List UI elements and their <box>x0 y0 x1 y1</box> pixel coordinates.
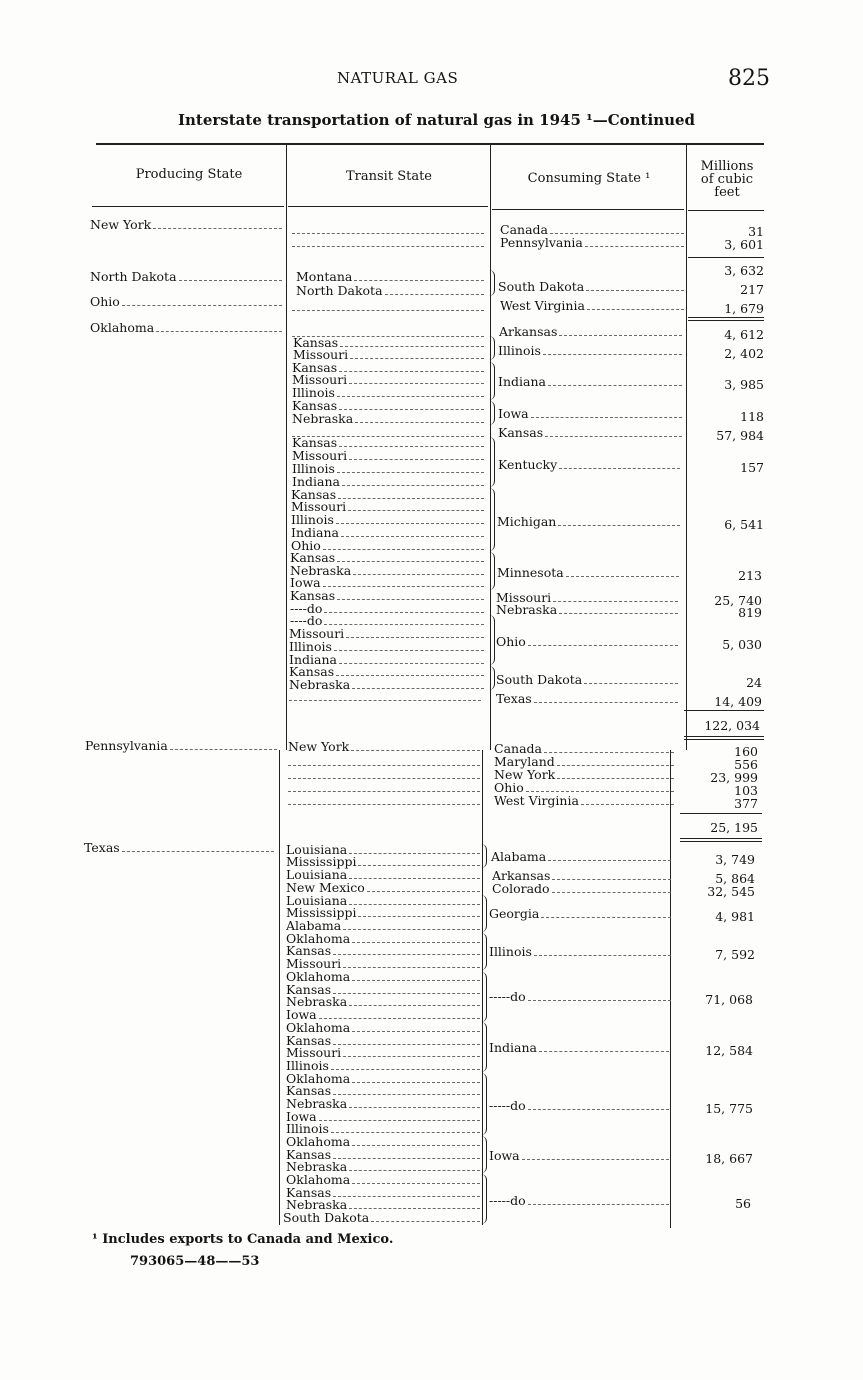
consuming-state: ----- do <box>489 990 671 1003</box>
table-caption: Interstate transportation of natural gas in 1945 ¹—Continued <box>178 111 696 129</box>
volume-value: 157 <box>740 460 764 475</box>
transit-state: Nebraska <box>289 678 484 691</box>
transit-state: Nebraska <box>286 1160 480 1173</box>
consuming-state: Indiana <box>498 375 682 388</box>
volume-value: 4, 981 <box>715 909 755 924</box>
transit-state: Kansas <box>286 944 480 957</box>
transit-state: Kansas <box>292 436 484 449</box>
consuming-state: Michigan <box>497 515 680 528</box>
transit-state: Iowa <box>286 1110 480 1123</box>
consuming-state: Arkansas <box>499 325 682 338</box>
transit-state: ---- do <box>290 614 484 627</box>
transit-state: Illinois <box>292 386 484 399</box>
consuming-state: Texas <box>496 692 678 705</box>
consuming-state: Georgia <box>489 907 671 920</box>
transit-state: Kansas <box>292 399 484 412</box>
consuming-state: Canada <box>500 223 684 236</box>
consuming-state: Kentucky <box>498 458 680 471</box>
page-number: 825 <box>728 66 770 91</box>
transit-state: Alabama <box>286 919 480 932</box>
volume-value: 24 <box>746 675 762 690</box>
transit-state: Missouri <box>291 500 484 513</box>
volume-value: 57, 984 <box>716 428 764 443</box>
volume-subtotal: 3, 632 <box>724 263 764 278</box>
running-head: NATURAL GAS <box>337 69 459 87</box>
transit-state: Iowa <box>290 576 484 589</box>
consuming-state: Arkansas <box>492 869 671 882</box>
volume-value: 25, 740 <box>714 593 762 608</box>
transit-state: Mississippi <box>286 855 480 868</box>
volume-subtotal: 25, 195 <box>710 820 758 835</box>
transit-state: New York <box>288 740 480 753</box>
producing-state: Texas <box>84 841 274 854</box>
footnote: ¹ Includes exports to Canada and Mexico. <box>92 1232 394 1247</box>
volume-value: 23, 999 <box>710 770 758 785</box>
transit-state: North Dakota <box>296 284 484 297</box>
consuming-state: Pennsylvania <box>500 236 684 249</box>
transit-state: South Dakota <box>283 1211 480 1224</box>
producing-state: Ohio <box>90 295 282 308</box>
transit-state: Missouri <box>289 627 484 640</box>
transit-state: Louisiana <box>286 868 480 881</box>
transit-state: Nebraska <box>286 995 480 1008</box>
consuming-state: South Dakota <box>496 673 678 686</box>
transit-state: Nebraska <box>286 1198 480 1211</box>
transit-state: Nebraska <box>290 564 484 577</box>
transit-state: Oklahoma <box>286 1135 480 1148</box>
volume-value: 14, 409 <box>714 694 762 709</box>
consuming-state: Iowa <box>489 1149 669 1162</box>
volume-value: 6, 541 <box>724 517 764 532</box>
transit-state: Kansas <box>286 1148 480 1161</box>
consuming-state: New York <box>494 768 674 781</box>
volume-value: 2, 402 <box>724 346 764 361</box>
volume-value: 3, 985 <box>724 377 764 392</box>
volume-value: 103 <box>734 783 758 798</box>
transit-state: Kansas <box>286 1186 480 1199</box>
producing-state: North Dakota <box>90 270 282 283</box>
consuming-state: Indiana <box>489 1041 669 1054</box>
transit-state: Oklahoma <box>286 1173 480 1186</box>
column-header-volume <box>688 160 766 199</box>
consuming-state: ----- do <box>489 1099 669 1112</box>
transit-state: New Mexico <box>286 881 480 894</box>
consuming-state: Missouri <box>496 591 678 604</box>
transit-state: Kansas <box>290 589 484 602</box>
consuming-state: West Virginia <box>494 794 674 807</box>
consuming-state: West Virginia <box>500 299 684 312</box>
volume-value: 118 <box>740 409 764 424</box>
transit-state: Louisiana <box>286 894 480 907</box>
transit-state: Kansas <box>286 983 480 996</box>
transit-state: Illinois <box>286 1059 480 1072</box>
transit-state: Kansas <box>286 1084 480 1097</box>
transit-state: Missouri <box>292 373 484 386</box>
volume-value: 5, 864 <box>715 871 755 886</box>
transit-state: Montana <box>296 270 484 283</box>
volume-value: 213 <box>738 568 762 583</box>
transit-state: Ohio <box>291 539 484 552</box>
consuming-state: Iowa <box>498 407 682 420</box>
column-header-consuming: Consuming State ¹ <box>527 171 651 186</box>
transit-state: Illinois <box>289 640 484 653</box>
volume-value: 12, 584 <box>705 1043 753 1058</box>
transit-state: Nebraska <box>292 412 484 425</box>
volume-header-line: Millions <box>700 159 754 174</box>
consuming-state: Minnesota <box>497 566 679 579</box>
consuming-state: Ohio <box>496 635 678 648</box>
volume-value: 819 <box>738 605 762 620</box>
consuming-state: Ohio <box>494 781 674 794</box>
transit-state: Indiana <box>292 475 484 488</box>
transit-state: Kansas <box>293 336 484 349</box>
transit-state: Missouri <box>293 348 484 361</box>
volume-value: 56 <box>735 1196 751 1211</box>
transit-state: Kansas <box>290 551 484 564</box>
transit-state: ---- do <box>290 602 484 615</box>
transit-state: Illinois <box>291 513 484 526</box>
volume-value: 1, 679 <box>724 301 764 316</box>
consuming-state: Colorado <box>492 882 671 895</box>
consuming-state: Illinois <box>498 344 682 357</box>
transit-state: Missouri <box>286 957 480 970</box>
transit-state: Kansas <box>291 488 484 501</box>
producing-state: New York <box>90 218 282 231</box>
transit-state: Oklahoma <box>286 1072 480 1085</box>
volume-value: 32, 545 <box>707 884 755 899</box>
volume-header-line: feet <box>714 185 740 200</box>
transit-state: Kansas <box>289 665 484 678</box>
transit-state: Nebraska <box>286 1097 480 1110</box>
consuming-state: Maryland <box>494 755 674 768</box>
volume-subtotal: 122, 034 <box>704 718 760 733</box>
transit-state: Oklahoma <box>286 970 480 983</box>
volume-value: 71, 068 <box>705 992 753 1007</box>
consuming-state: South Dakota <box>498 280 684 293</box>
transit-state: Mississippi <box>286 906 480 919</box>
volume-value: 15, 775 <box>705 1101 753 1116</box>
print-code: 793065—48——53 <box>130 1254 260 1269</box>
volume-value: 377 <box>734 796 758 811</box>
transit-state: Illinois <box>286 1122 480 1135</box>
volume-value: 4, 612 <box>724 327 764 342</box>
volume-value: 18, 667 <box>705 1151 753 1166</box>
volume-value: 160 <box>734 744 758 759</box>
consuming-state: Canada <box>494 742 674 755</box>
transit-state: Illinois <box>292 462 484 475</box>
consuming-state: Kansas <box>498 426 682 439</box>
volume-value: 217 <box>740 282 764 297</box>
volume-value: 5, 030 <box>722 637 762 652</box>
transit-state: Kansas <box>292 361 484 374</box>
consuming-state: Alabama <box>491 850 671 863</box>
volume-value: 3, 749 <box>715 852 755 867</box>
transit-state: Louisiana <box>286 843 480 856</box>
volume-value: 7, 592 <box>715 947 755 962</box>
transit-state: Oklahoma <box>286 1021 480 1034</box>
transit-state: Oklahoma <box>286 932 480 945</box>
transit-state: Missouri <box>292 449 484 462</box>
volume-header-line: of cubic <box>700 172 754 187</box>
volume-value: 3, 601 <box>724 237 764 252</box>
producing-state: Oklahoma <box>90 321 282 334</box>
consuming-state: ----- do <box>489 1194 669 1207</box>
volume-value: 31 <box>748 224 764 239</box>
transit-state: Indiana <box>289 653 484 666</box>
producing-state: Pennsylvania <box>85 739 277 752</box>
transit-state: Iowa <box>286 1008 480 1021</box>
consuming-state: Illinois <box>489 945 671 958</box>
column-header-transit: Transit State <box>346 169 432 184</box>
transit-state: Indiana <box>291 526 484 539</box>
column-header-producing: Producing State <box>135 167 243 182</box>
volume-value: 556 <box>734 757 758 772</box>
transit-state: Missouri <box>286 1046 480 1059</box>
transit-state: Kansas <box>286 1034 480 1047</box>
consuming-state: Nebraska <box>496 603 678 616</box>
